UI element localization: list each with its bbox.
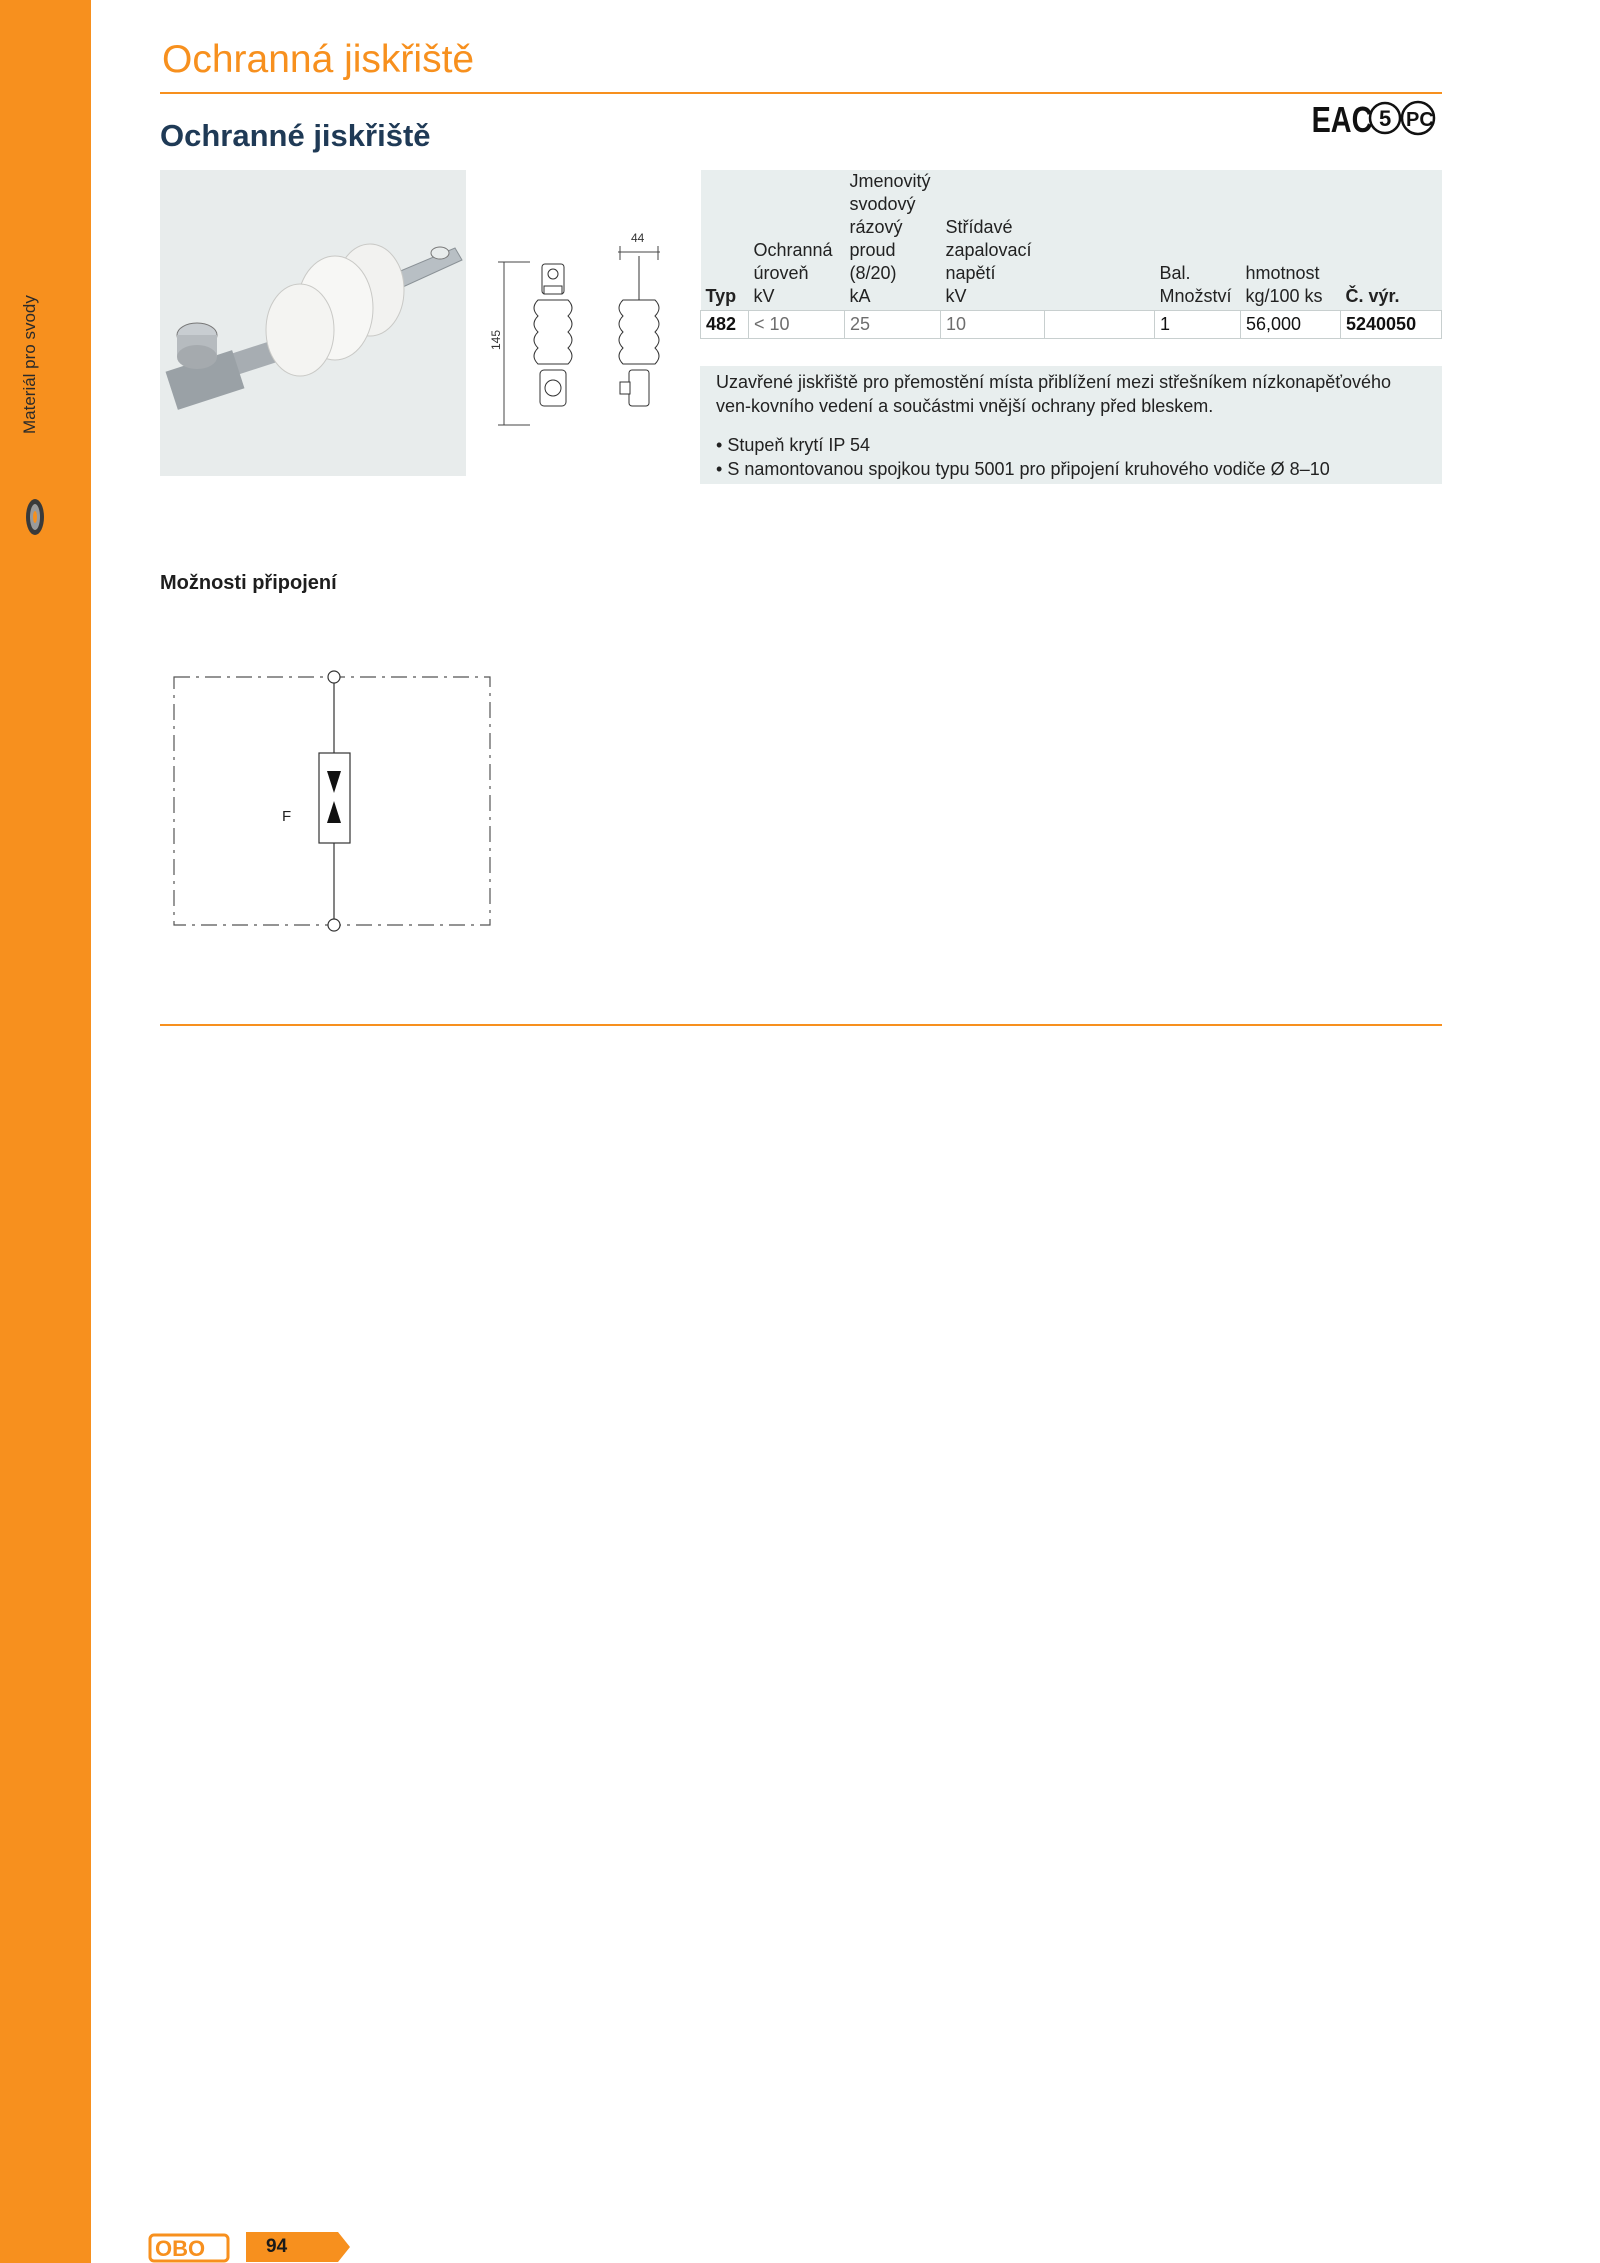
page-number-tab: [246, 2232, 350, 2262]
connection-diagram: [160, 665, 500, 940]
spark-gap-symbol: [319, 753, 350, 843]
connection-heading: Možnosti připojení: [160, 572, 337, 594]
header-text: Jmenovitý: [849, 171, 931, 191]
cell-ochranna: < 10: [749, 311, 845, 339]
description-panel: [700, 366, 1442, 484]
col-ochranna: [749, 170, 845, 311]
header-text: Ochranná: [753, 240, 833, 260]
terminal-top-icon: [328, 671, 340, 683]
cell-typ: 482: [701, 311, 749, 339]
description-text: Uzavřené jiskřiště pro přemostění místa přiblížení mezi střešníkem nízkonapěťového ven-kovního vedení a součástmi vnější ochrany před bleskem.: [716, 372, 1392, 416]
svg-text:PC: PC: [1406, 109, 1434, 131]
cell-proud: 25: [845, 311, 941, 339]
obo-logo: [148, 2233, 230, 2263]
cell-hmotnost: 56,000: [1241, 311, 1341, 339]
header-text: kg/100 ks: [1245, 286, 1323, 306]
header-text: (8/20): [849, 263, 897, 283]
page-number: 94: [266, 2236, 288, 2257]
header-text: Množství: [1159, 286, 1232, 306]
cell-cislo[interactable]: 5240050: [1341, 311, 1442, 339]
header-text: Bal.: [1159, 263, 1191, 283]
certification-icons: [1310, 94, 1442, 140]
product-title: Ochranné jiskřiště: [160, 118, 431, 153]
diagram-label: F: [282, 808, 292, 825]
col-typ: Typ: [701, 170, 749, 311]
header-text: hmotnost: [1245, 263, 1320, 283]
technical-drawing: [480, 220, 670, 440]
header-text: napětí: [945, 263, 996, 283]
header-text: zapalovací: [945, 240, 1032, 260]
header-unit: kV: [753, 286, 775, 306]
col-empty: [1045, 170, 1155, 311]
feature-list: [716, 433, 1430, 481]
col-hmotnost: [1241, 170, 1341, 311]
specification-table: [700, 170, 1442, 339]
cable-roll-icon: [22, 495, 48, 539]
col-napeti: [941, 170, 1045, 311]
svg-text:OBO: OBO: [155, 2236, 206, 2261]
cell-empty: [1045, 311, 1155, 339]
sidebar-label: Materiál pro svody: [20, 295, 39, 434]
cell-mnozstvi: 1: [1155, 311, 1241, 339]
header-text: svodový: [849, 194, 916, 214]
header-text: rázový: [849, 217, 903, 237]
table-row: [701, 311, 1442, 339]
col-mnozstvi: [1155, 170, 1241, 311]
sidebar-bar: [0, 0, 91, 2263]
list-item: • S namontovanou spojkou typu 5001 pro připojení kruhového vodiče Ø 8–10: [716, 457, 1430, 481]
header-text: úroveň: [753, 263, 809, 283]
svg-text:5: 5: [1379, 106, 1392, 131]
terminal-bottom-icon: [328, 919, 340, 931]
page-title: Ochranná jiskřiště: [162, 38, 475, 81]
header-text: Střídavé: [945, 217, 1013, 237]
header-unit: kA: [849, 286, 871, 306]
height-dimension: 145: [489, 329, 503, 350]
product-photo: [160, 170, 466, 476]
width-dimension: 44: [631, 231, 645, 245]
eac-icon: EAC: [1311, 98, 1373, 140]
content-divider: [160, 1024, 1442, 1026]
col-proud: [845, 170, 941, 311]
header-text: proud: [849, 240, 896, 260]
specification-table-wrap: [700, 170, 1442, 339]
list-item: • Stupeň krytí IP 54: [716, 433, 1430, 457]
table-header-row: [701, 170, 1442, 311]
header-unit: kV: [945, 286, 967, 306]
col-cislo: Č. výr.: [1341, 170, 1442, 311]
cell-napeti: 10: [941, 311, 1045, 339]
header-divider: [160, 92, 1442, 94]
